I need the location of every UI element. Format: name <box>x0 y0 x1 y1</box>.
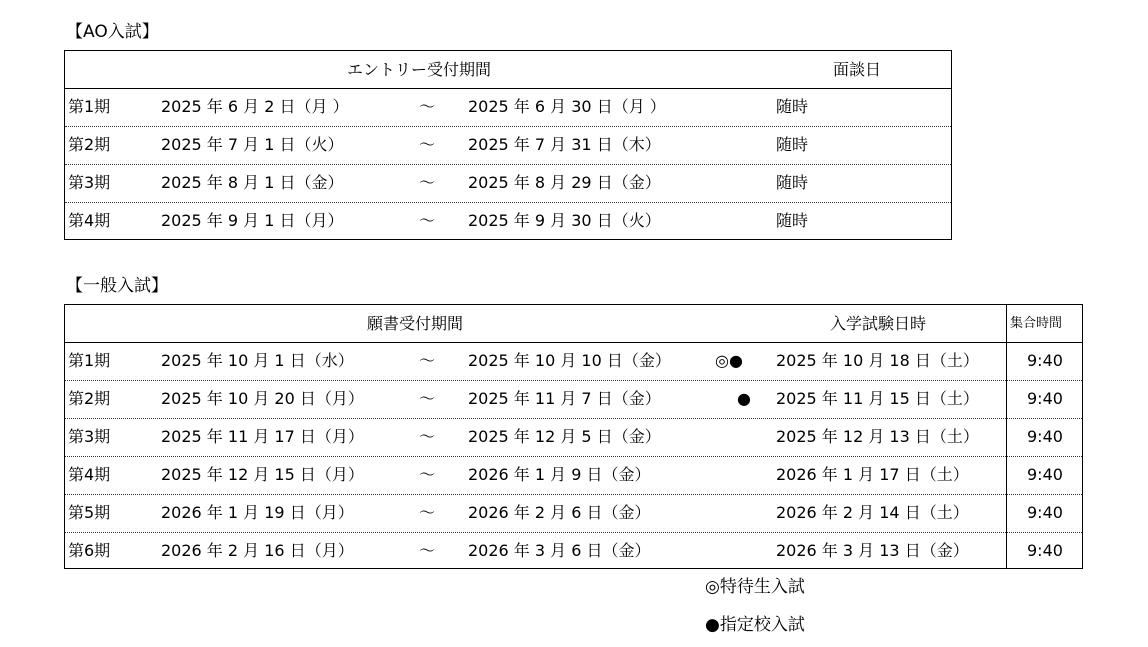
start-date: 2025 年 10 月 20 日（月） <box>161 389 364 408</box>
start-date: 2025 年 12 月 15 日（月） <box>161 465 364 484</box>
tilde: ～ <box>419 465 436 484</box>
start-date: 2026 年 2 月 16 日（月） <box>161 541 354 560</box>
end-date: 2026 年 2 月 6 日（金） <box>468 503 651 522</box>
end-date: 2025 年 11 月 7 日（金） <box>468 389 661 408</box>
general-table <box>64 304 1083 569</box>
ao-row <box>65 88 951 126</box>
period-label: 第2期 <box>68 135 111 154</box>
exam-date: 2025 年 10 月 18 日（土） <box>776 351 979 370</box>
general-row <box>65 342 1082 380</box>
gather-time: 9:40 <box>1027 351 1063 370</box>
start-date: 2025 年 10 月 1 日（水） <box>161 351 354 370</box>
period-label: 第5期 <box>68 503 111 522</box>
period-label: 第2期 <box>68 389 111 408</box>
end-date: 2025 年 7 月 31 日（木） <box>468 135 661 154</box>
end-date: 2025 年 10 月 10 日（金） <box>468 351 671 370</box>
general-section-title: 【一般入試】 <box>66 276 168 296</box>
end-date: 2026 年 1 月 9 日（金） <box>468 465 651 484</box>
start-date: 2025 年 9 月 1 日（月） <box>161 211 344 230</box>
exam-date: 2026 年 2 月 14 日（土） <box>776 503 969 522</box>
exam-type-mark: ● <box>737 389 751 408</box>
exam-date: 2025 年 11 月 15 日（土） <box>776 389 979 408</box>
start-date: 2025 年 6 月 2 日（月 ） <box>161 97 349 116</box>
tilde: ～ <box>419 97 436 116</box>
gather-time: 9:40 <box>1027 541 1063 560</box>
gather-time: 9:40 <box>1027 503 1063 522</box>
end-date: 2025 年 9 月 30 日（火） <box>468 211 661 230</box>
interview-date: 随時 <box>776 135 809 154</box>
tilde: ～ <box>419 211 436 230</box>
exam-date: 2026 年 1 月 17 日（土） <box>776 465 969 484</box>
start-date: 2025 年 11 月 17 日（月） <box>161 427 364 446</box>
general-row <box>65 532 1082 570</box>
legend-designated-school: ●指定校入試 <box>705 615 805 635</box>
ao-row <box>65 126 951 164</box>
ao-table <box>64 50 952 240</box>
legend-special-scholarship: ◎特待生入試 <box>705 577 805 597</box>
tilde: ～ <box>419 173 436 192</box>
start-date: 2025 年 7 月 1 日（火） <box>161 135 344 154</box>
tilde: ～ <box>419 427 436 446</box>
ao-section-title: 【AO入試】 <box>66 22 159 42</box>
end-date: 2025 年 8 月 29 日（金） <box>468 173 661 192</box>
gather-time: 9:40 <box>1027 389 1063 408</box>
interview-date: 随時 <box>776 173 809 192</box>
period-label: 第1期 <box>68 351 111 370</box>
general-header-gather: 集合時間 <box>1010 316 1063 331</box>
interview-date: 随時 <box>776 211 809 230</box>
start-date: 2025 年 8 月 1 日（金） <box>161 173 344 192</box>
interview-date: 随時 <box>776 97 809 116</box>
tilde: ～ <box>419 541 436 560</box>
period-label: 第3期 <box>68 427 111 446</box>
exam-date: 2025 年 12 月 13 日（土） <box>776 427 979 446</box>
ao-row <box>65 202 951 240</box>
period-label: 第4期 <box>68 465 111 484</box>
general-header-application: 願書受付期間 <box>367 314 464 333</box>
end-date: 2025 年 12 月 5 日（金） <box>468 427 661 446</box>
tilde: ～ <box>419 135 436 154</box>
period-label: 第4期 <box>68 211 111 230</box>
gather-time: 9:40 <box>1027 465 1063 484</box>
exam-date: 2026 年 3 月 13 日（金） <box>776 541 969 560</box>
ao-header-interview: 面談日 <box>833 60 882 79</box>
general-row <box>65 418 1082 456</box>
start-date: 2026 年 1 月 19 日（月） <box>161 503 354 522</box>
ao-row <box>65 164 951 202</box>
ao-header-entry: エントリー受付期間 <box>347 60 492 79</box>
end-date: 2026 年 3 月 6 日（金） <box>468 541 651 560</box>
general-row <box>65 494 1082 532</box>
period-label: 第6期 <box>68 541 111 560</box>
general-row <box>65 380 1082 418</box>
exam-type-mark: ◎● <box>715 351 743 370</box>
tilde: ～ <box>419 389 436 408</box>
general-header-exam: 入学試験日時 <box>830 314 927 333</box>
period-label: 第3期 <box>68 173 111 192</box>
tilde: ～ <box>419 503 436 522</box>
gather-time: 9:40 <box>1027 427 1063 446</box>
tilde: ～ <box>419 351 436 370</box>
period-label: 第1期 <box>68 97 111 116</box>
general-row <box>65 456 1082 494</box>
end-date: 2025 年 6 月 30 日（月 ） <box>468 97 666 116</box>
